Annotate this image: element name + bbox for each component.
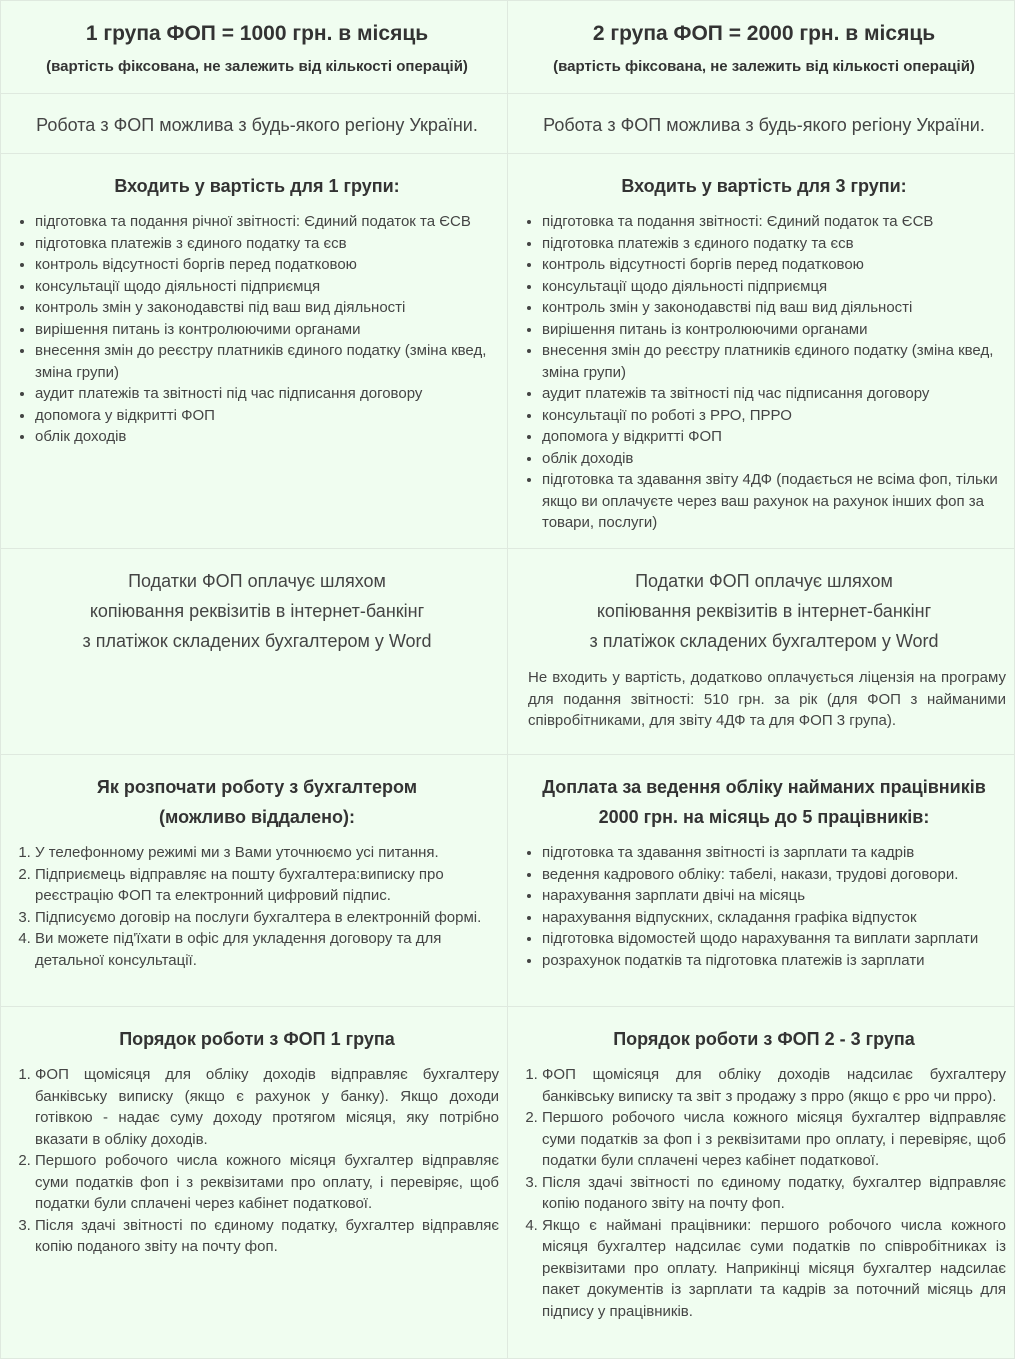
price-title-group1: 1 група ФОП = 1000 грн. в місяць bbox=[85, 22, 429, 45]
list-item: • допомога у відкритті ФОП bbox=[35, 405, 499, 427]
list-item: • нарахування зарплати двічі на місяць bbox=[542, 885, 1006, 907]
list-item: • підготовка та здавання звіту 4ДФ (подається не всіма фоп, тільки якщо ви оплачуєте через ваш рахунок на рахунок інших фоп за товари, послуги) bbox=[542, 469, 1006, 534]
list-item: 3. Після здачі звітності по єдиному податку, бухгалтер відправляє копію поданого звіту на почту фоп. bbox=[542, 1172, 1006, 1215]
tax-cell-group1 bbox=[1, 549, 508, 755]
list-item: • контроль відсутності боргів перед податковою bbox=[35, 254, 499, 276]
list-item: • підготовка відомостей щодо нарахування та виплати зарплати bbox=[542, 928, 1006, 950]
list-item: 2. Першого робочого числа кожного місяця бухгалтер відправляє суми податків фоп і з реквізитами про оплату, і перевіряє, щоб податки були сплачені через кабінет податкової. bbox=[35, 1150, 499, 1215]
order-row bbox=[1, 1007, 1015, 1359]
list-item: • нарахування відпускних, складання графіка відпусток bbox=[542, 907, 1006, 929]
list-item: • облік доходів bbox=[542, 448, 1006, 470]
staff-title-line1: Доплата за ведення обліку найманих працівників bbox=[542, 777, 986, 797]
list-item: • консультації по роботі з РРО, ПРРО bbox=[542, 405, 1006, 427]
start-cell bbox=[1, 755, 508, 1007]
tax-cell-group2 bbox=[508, 549, 1015, 755]
license-note: Не входить у вартість, додатково оплачується ліцензія на програму для подання звітності: 510 грн. за рік (для ФОП з найманими співробітниками, для звіту 4ДФ та для ФОП 3 група). bbox=[528, 669, 1006, 729]
price-row bbox=[1, 1, 1015, 94]
list-item: • підготовка та здавання звітності із зарплати та кадрів bbox=[542, 842, 1006, 864]
list-item: 1. ФОП щомісяця для обліку доходів відправляє бухгалтеру банківську виписку (якщо є рахунок у банку). Якщо доходи готівкою - надає суму доходу протягом місяця, яку потрібно вказати в обліку доходів. bbox=[35, 1064, 499, 1150]
list-item: • підготовка та подання звітності: Єдиний податок та ЄСВ bbox=[542, 211, 1006, 233]
included-list-group2 bbox=[522, 211, 1006, 534]
included-title-group2: Входить у вартість для 3 групи: bbox=[621, 176, 907, 196]
tax-block-group1 bbox=[15, 566, 499, 656]
list-item: • підготовка та подання річної звітності: Єдиний податок та ЄСВ bbox=[35, 211, 499, 233]
list-item: • допомога у відкритті ФОП bbox=[542, 426, 1006, 448]
region-text-group1: Робота з ФОП можлива з будь-якого регіону України. bbox=[36, 115, 478, 135]
included-row bbox=[1, 154, 1015, 549]
included-cell-group1 bbox=[1, 154, 508, 549]
list-item: • вирішення питань із контролюючими органами bbox=[35, 319, 499, 341]
list-item: • підготовка платежів з єдиного податку та єсв bbox=[35, 233, 499, 255]
order-cell-group2 bbox=[508, 1007, 1015, 1359]
list-item: 1. У телефонному режимі ми з Вами уточнюємо усі питання. bbox=[35, 842, 499, 864]
staff-items-list bbox=[522, 842, 1006, 971]
list-item: 2. Підприємець відправляє на пошту бухгалтера:виписку про реєстрацію ФОП та електронний цифровий підпис. bbox=[35, 864, 499, 907]
list-item: • аудит платежів та звітності під час підписання договору bbox=[35, 383, 499, 405]
staff-title-line2: 2000 грн. на місяць до 5 працівників: bbox=[598, 807, 930, 827]
tax-line: копіювання реквізитів в інтернет-банкінг bbox=[89, 601, 425, 621]
list-item: • облік доходів bbox=[35, 426, 499, 448]
list-item: 4. Якщо є наймані працівники: першого робочого числа кожного місяця бухгалтер надсилає суми податків по співробітниках із реквізитами про оплату. Наприкінці місяця бухгалтер надсилає пакет документів із зарплати та кадрів за поточний місяць для підпису у працівників. bbox=[542, 1215, 1006, 1323]
tax-row bbox=[1, 549, 1015, 755]
tax-block-group2 bbox=[522, 566, 1006, 656]
list-item: • вирішення питань із контролюючими органами bbox=[542, 319, 1006, 341]
list-item: • розрахунок податків та підготовка платежів із зарплати bbox=[542, 950, 1006, 972]
price-note-group1: (вартість фіксована, не залежить від кількості операцій) bbox=[46, 58, 468, 75]
order-title-group2: Порядок роботи з ФОП 2 - 3 група bbox=[613, 1029, 915, 1049]
staff-cell bbox=[508, 755, 1015, 1007]
start-staff-row bbox=[1, 755, 1015, 1007]
start-title bbox=[15, 772, 499, 832]
list-item: • консультації щодо діяльності підприємця bbox=[35, 276, 499, 298]
order-steps-group2 bbox=[522, 1064, 1006, 1322]
list-item: • контроль відсутності боргів перед податковою bbox=[542, 254, 1006, 276]
region-cell-group2 bbox=[508, 94, 1015, 154]
list-item: • контроль змін у законодавстві під ваш вид діяльності bbox=[35, 297, 499, 319]
list-item: • контроль змін у законодавстві під ваш вид діяльності bbox=[542, 297, 1006, 319]
list-item: • підготовка платежів з єдиного податку та єсв bbox=[542, 233, 1006, 255]
list-item: 3. Після здачі звітності по єдиному податку, бухгалтер відправляє копію поданого звіту на почту фоп. bbox=[35, 1215, 499, 1258]
list-item: 4. Ви можете під'їхати в офіс для укладення договору та для детальної консультації. bbox=[35, 928, 499, 971]
region-row bbox=[1, 94, 1015, 154]
included-list-group1 bbox=[15, 211, 499, 448]
list-item: • внесення змін до реєстру платників єдиного податку (зміна квед, зміна групи) bbox=[35, 340, 499, 383]
region-cell-group1 bbox=[1, 94, 508, 154]
price-cell-group2 bbox=[508, 1, 1015, 94]
tax-line: з платіжок складених бухгалтером у Word bbox=[82, 631, 432, 651]
list-item: 2. Першого робочого числа кожного місяця бухгалтер відправляє суми податків за фоп і з реквізитами про оплату, і перевіряє, щоб податки були сплачені через кабінет податкової. bbox=[542, 1107, 1006, 1172]
tax-line: Податки ФОП оплачує шляхом bbox=[128, 571, 386, 591]
tax-line: копіювання реквізитів в інтернет-банкінг bbox=[596, 601, 932, 621]
price-cell-group1 bbox=[1, 1, 508, 94]
list-item: • ведення кадрового обліку: табелі, накази, трудові договори. bbox=[542, 864, 1006, 886]
included-cell-group2 bbox=[508, 154, 1015, 549]
list-item: 3. Підписуємо договір на послуги бухгалтера в електронній формі. bbox=[35, 907, 499, 929]
order-title-group1: Порядок роботи з ФОП 1 група bbox=[119, 1029, 395, 1049]
price-title-group2: 2 група ФОП = 2000 грн. в місяць bbox=[592, 22, 936, 45]
region-text-group2: Робота з ФОП можлива з будь-якого регіону України. bbox=[543, 115, 985, 135]
start-steps-list bbox=[15, 842, 499, 971]
price-note-group2: (вартість фіксована, не залежить від кількості операцій) bbox=[553, 58, 975, 75]
tax-line: Податки ФОП оплачує шляхом bbox=[635, 571, 893, 591]
list-item: • аудит платежів та звітності під час підписання договору bbox=[542, 383, 1006, 405]
list-item: • внесення змін до реєстру платників єдиного податку (зміна квед, зміна групи) bbox=[542, 340, 1006, 383]
staff-title bbox=[522, 772, 1006, 832]
start-title-line1: Як розпочати роботу з бухгалтером bbox=[96, 777, 418, 797]
included-title-group1: Входить у вартість для 1 групи: bbox=[114, 176, 400, 196]
start-title-line2: (можливо віддалено): bbox=[159, 807, 355, 827]
list-item: • консультації щодо діяльності підприємця bbox=[542, 276, 1006, 298]
list-item: 1. ФОП щомісяця для обліку доходів надсилає бухгалтеру банківську виписку та звіт з продажу з прро (якщо є рро чи прро). bbox=[542, 1064, 1006, 1107]
order-steps-group1 bbox=[15, 1064, 499, 1258]
order-cell-group1 bbox=[1, 1007, 508, 1359]
tax-line: з платіжок складених бухгалтером у Word bbox=[589, 631, 939, 651]
